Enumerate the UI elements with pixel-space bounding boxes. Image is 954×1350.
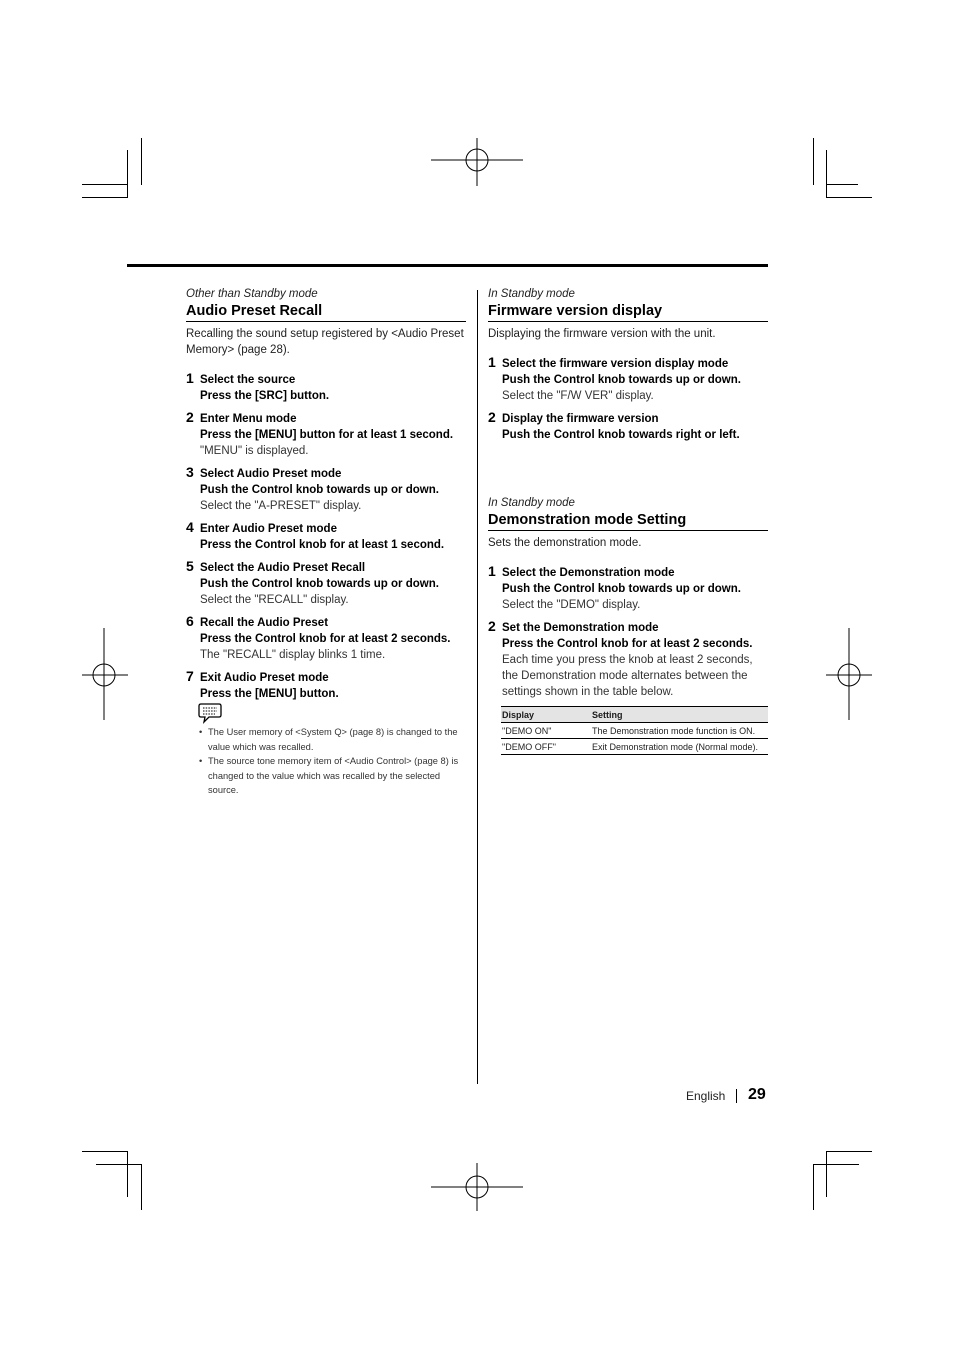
step-number: 2 [186, 409, 194, 425]
step-result: Each time you press the knob at least 2 seconds, the Demonstration mode alternates between the settings shown in the table below. [502, 654, 753, 698]
section-title: Demonstration mode Setting [488, 511, 768, 531]
section-title: Audio Preset Recall [186, 302, 466, 322]
step-action: Press the Control knob for at least 1 second. [200, 539, 445, 551]
section-context: In Standby mode [488, 497, 575, 509]
step-result: "MENU" is displayed. [200, 445, 309, 457]
step-heading: Enter Audio Preset mode [200, 523, 337, 535]
step-number: 4 [186, 519, 194, 535]
table-row [501, 723, 768, 739]
step-heading: Select Audio Preset mode [200, 468, 342, 480]
step-heading: Recall the Audio Preset [200, 617, 329, 629]
step-action: Press the Control knob for at least 2 seconds. [502, 638, 753, 650]
table-header-row [501, 707, 768, 723]
step-heading: Select the source [200, 374, 296, 386]
step-heading: Display the firmware version [502, 413, 659, 425]
step-number: 1 [186, 370, 194, 386]
footer-language: English [686, 1089, 726, 1103]
step-result: Select the "RECALL" display. [200, 594, 349, 606]
section-intro: Recalling the sound setup registered by <Audio Preset Memory> (page 28). [186, 328, 464, 356]
registration-mark-bottom [430, 1163, 524, 1211]
section-context: In Standby mode [488, 288, 575, 300]
step-number: 1 [488, 563, 496, 579]
page-number: 29 [748, 1086, 766, 1103]
section-demonstration-mode [488, 496, 768, 551]
table-cell: The Demonstration mode function is ON. [591, 723, 768, 739]
note-item: • The User memory of <System Q> (page 8) is changed to the value which was recalled. [186, 725, 468, 754]
step-number: 3 [186, 464, 194, 480]
table-cell: "DEMO ON" [501, 723, 591, 739]
step-heading: Set the Demonstration mode [502, 622, 659, 634]
table-cell: Exit Demonstration mode (Normal mode). [591, 739, 768, 755]
step-result: The "RECALL" display blinks 1 time. [200, 649, 386, 661]
registration-mark-top [430, 138, 524, 186]
table-header-setting: Setting [591, 707, 768, 723]
step-heading: Exit Audio Preset mode [200, 672, 329, 684]
notes [186, 725, 468, 798]
column-divider [477, 290, 478, 1084]
step-action: Press the Control knob for at least 2 seconds. [200, 633, 451, 645]
table-cell: "DEMO OFF" [501, 739, 591, 755]
footer-separator [736, 1089, 737, 1103]
section-audio-preset-recall [186, 287, 466, 358]
table-header-display: Display [501, 707, 591, 723]
step-heading: Select the Demonstration mode [502, 567, 675, 579]
step-heading: Select the Audio Preset Recall [200, 562, 366, 574]
step-number: 5 [186, 558, 194, 574]
table-row [501, 739, 768, 755]
registration-mark-left [80, 628, 130, 722]
step-action: Press the [MENU] button for at least 1 second. [200, 429, 454, 441]
step-action: Push the Control knob towards up or down. [502, 374, 741, 386]
section-firmware-version [488, 287, 768, 342]
registration-mark-right [824, 628, 874, 722]
section-context: Other than Standby mode [186, 288, 318, 300]
step-number: 1 [488, 354, 496, 370]
note-icon [198, 702, 222, 724]
step-number: 7 [186, 668, 194, 684]
step-action: Press the [MENU] button. [200, 688, 339, 700]
demo-mode-table [501, 706, 768, 755]
step-heading: Enter Menu mode [200, 413, 297, 425]
step-result: Select the "DEMO" display. [502, 599, 641, 611]
section-intro: Displaying the firmware version with the unit. [488, 328, 716, 340]
step-result: Select the "F/W VER" display. [502, 390, 654, 402]
step-number: 6 [186, 613, 194, 629]
section-title: Firmware version display [488, 302, 768, 322]
step-heading: Select the firmware version display mode [502, 358, 729, 370]
section-intro: Sets the demonstration mode. [488, 537, 642, 549]
step-action: Push the Control knob towards up or down. [502, 583, 741, 595]
step-number: 2 [488, 618, 496, 634]
step-action: Push the Control knob towards up or down. [200, 578, 439, 590]
step-action: Press the [SRC] button. [200, 390, 330, 402]
step-result: Select the "A-PRESET" display. [200, 500, 362, 512]
header-rule [127, 264, 768, 267]
step-number: 2 [488, 409, 496, 425]
note-item: • The source tone memory item of <Audio Control> (page 8) is changed to the value which was recalled by the selected source. [186, 754, 468, 798]
step-action: Push the Control knob towards right or left. [502, 429, 740, 441]
step-action: Push the Control knob towards up or down. [200, 484, 439, 496]
